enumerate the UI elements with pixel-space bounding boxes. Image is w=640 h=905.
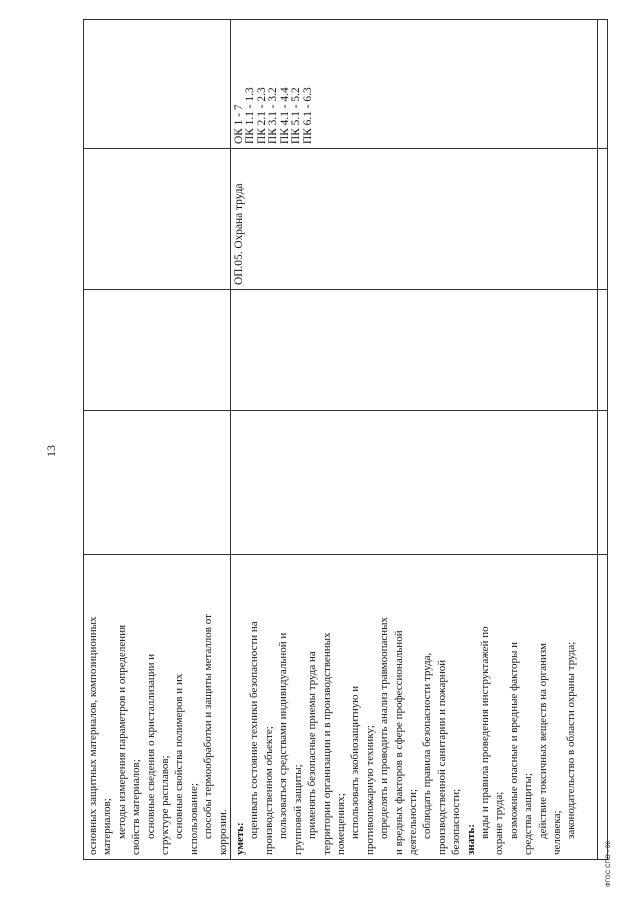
text-line: охране труда; (493, 791, 506, 855)
text-line: соблюдать правила безопасности труда, (421, 652, 434, 839)
text-line: ПК 3.1 - 3.2 (267, 87, 280, 144)
text-line: определять и проводить анализ травмоопасных (378, 616, 391, 839)
text-line: деятельности; (406, 788, 419, 855)
competencies-list (231, 20, 317, 148)
empty-cell (84, 411, 231, 555)
text-line: ПК 1.1 - 1.3 (244, 87, 257, 144)
text-line: ПК 5.1 - 5.2 (290, 87, 303, 144)
skills-text (231, 555, 579, 859)
discipline-cell (231, 149, 608, 290)
text-line: групповой защиты; (291, 764, 304, 855)
text-line: свойств материалов; (130, 759, 143, 855)
text-line: помещениях; (334, 793, 347, 855)
text-line: ПК 6.1 - 6.3 (301, 87, 314, 144)
text-line: оценивать состояние техники безопасности на (248, 621, 261, 839)
text-line: законодательство в области охраны труда; (565, 641, 578, 839)
text-line: действие токсичных веществ на организм (536, 643, 549, 839)
text-line: основных защитных материалов, композиционных (87, 616, 99, 855)
text-line: методы измерения параметров и определения (115, 624, 128, 839)
skills-cell (231, 555, 608, 860)
empty-cell (231, 290, 608, 411)
discipline-name: ОП.05. Охрана труда (233, 183, 246, 285)
text-line: ПК 2.1 - 2.3 (255, 87, 268, 144)
table-row (231, 20, 608, 860)
knowledge-text (84, 555, 230, 859)
text-line: знать: (464, 824, 477, 855)
knowledge-cell (84, 555, 231, 860)
footer-rule (597, 20, 598, 860)
text-line: противопожарную технику; (363, 725, 376, 855)
text-line: средства защиты; (522, 773, 535, 855)
text-line: территории организации и в производственных (320, 632, 333, 855)
text-line: коррозии. (216, 809, 229, 855)
footer-label: ФГОС СПО - 06 (606, 840, 612, 887)
text-line: уметь: (234, 822, 247, 855)
empty-cell (84, 20, 231, 149)
text-line: производственной санитарии и пожарной (435, 659, 448, 855)
text-line: основные сведения о кристаллизации и (144, 653, 157, 839)
text-line: использовать экобиозащитную и (349, 685, 362, 839)
text-line: безопасности; (450, 788, 463, 855)
text-line: ОК 1 - 7 (233, 104, 246, 144)
text-line: пользоваться средствами индивидуальной и (277, 632, 290, 839)
page-number: 13 (44, 445, 58, 457)
text-line: способы термообработки и защиты металлов от (202, 614, 215, 839)
text-line: возможные опасные и вредные факторы и (507, 641, 520, 839)
competencies-cell (231, 20, 608, 149)
text-line: структуре расплавов; (159, 755, 172, 855)
text-line: и вредных факторов в сфере профессиональной (392, 630, 405, 855)
text-line: основные свойства полимеров и их (173, 673, 186, 839)
text-line: применять безопасные приемы труда на (306, 651, 319, 839)
text-line: производственном объекте; (262, 726, 275, 855)
table-row (84, 20, 231, 860)
text-line: использование; (187, 783, 200, 855)
text-line: ПК 4.1 - 4.4 (278, 87, 291, 144)
empty-cell (84, 290, 231, 411)
curriculum-table (83, 19, 608, 860)
text-line: материалов; (101, 798, 114, 855)
text-line: виды и правила проведения инструктажей по (478, 626, 491, 839)
empty-cell (231, 411, 608, 555)
empty-cell (84, 149, 231, 290)
text-line: человека; (551, 810, 563, 855)
